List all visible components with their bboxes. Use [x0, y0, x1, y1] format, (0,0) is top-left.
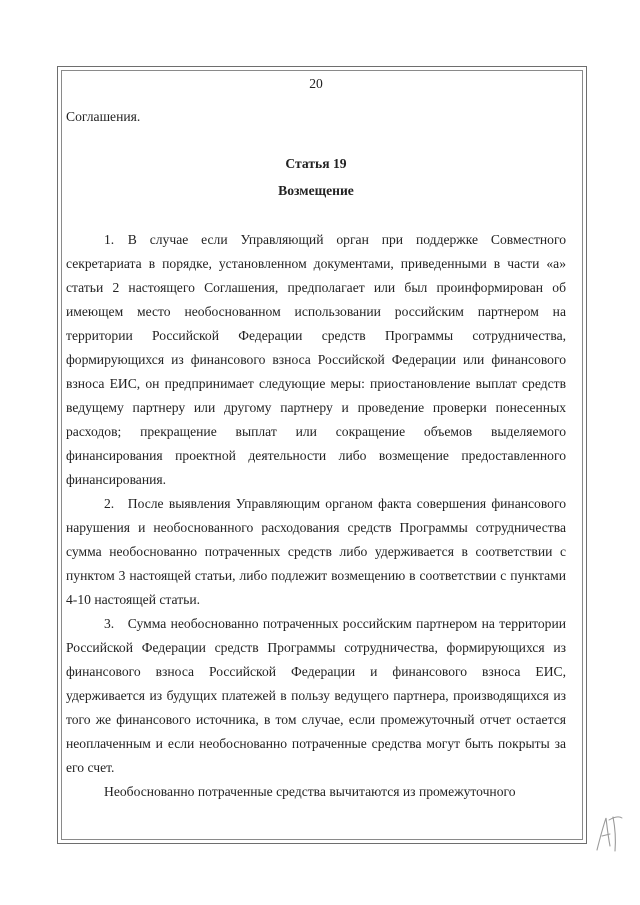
- paragraph-4: Необоснованно потраченные средства вычитаются из промежуточного: [104, 784, 516, 799]
- paragraph-1: 1. В случае если Управляющий орган при поддержке Совместного секретариата в порядке, установленном документами, приведенными в части «а» статьи 2 настоящего Соглашения, предполагает или был проинформирован об имеющем место необоснованном использовании российским партнером на территории Российской Федерации средств Программы сотрудничества, формирующихся из финансового взноса Российской Федерации или финансового взноса ЕИС, он предпринимает следующие меры: приостановление выплат средств ведущему партнеру или другому партнеру и проведение проверки понесенных расходов; прекращение выплат или сокращение объемов выделяемого финансирования проектной деятельности либо возмещение предоставленного финансирования.: [66, 232, 566, 487]
- document-body: [66, 74, 566, 804]
- article-title: Возмещение: [278, 183, 354, 198]
- paragraph-2: 2. После выявления Управляющим органом факта совершения финансового нарушения и необоснованного расходования средств Программы сотрудничества сумма необоснованно потраченных средств либо удерживается в соответствии с пунктом 3 настоящей статьи, либо подлежит возмещению в соответствии с пунктами 4-10 настоящей статьи.: [66, 496, 566, 607]
- paragraph-3: 3. Сумма необоснованно потраченных российским партнером на территории Российской Федерации средств Программы сотрудничества, формирующихся из финансового взноса Российской Федерации и финансового взноса ЕИС, удерживается из будущих платежей в пользу ведущего партнера, производящихся из того же финансового источника, в том случае, если промежуточный отчет остается неоплаченным и если необоснованно потраченные средства могут быть покрыты за его счет.: [66, 616, 566, 775]
- page-number: 20: [309, 76, 323, 91]
- continuation-text: Соглашения.: [66, 109, 141, 124]
- article-number: Статья 19: [285, 156, 347, 171]
- handwritten-initials-signature: [594, 812, 624, 854]
